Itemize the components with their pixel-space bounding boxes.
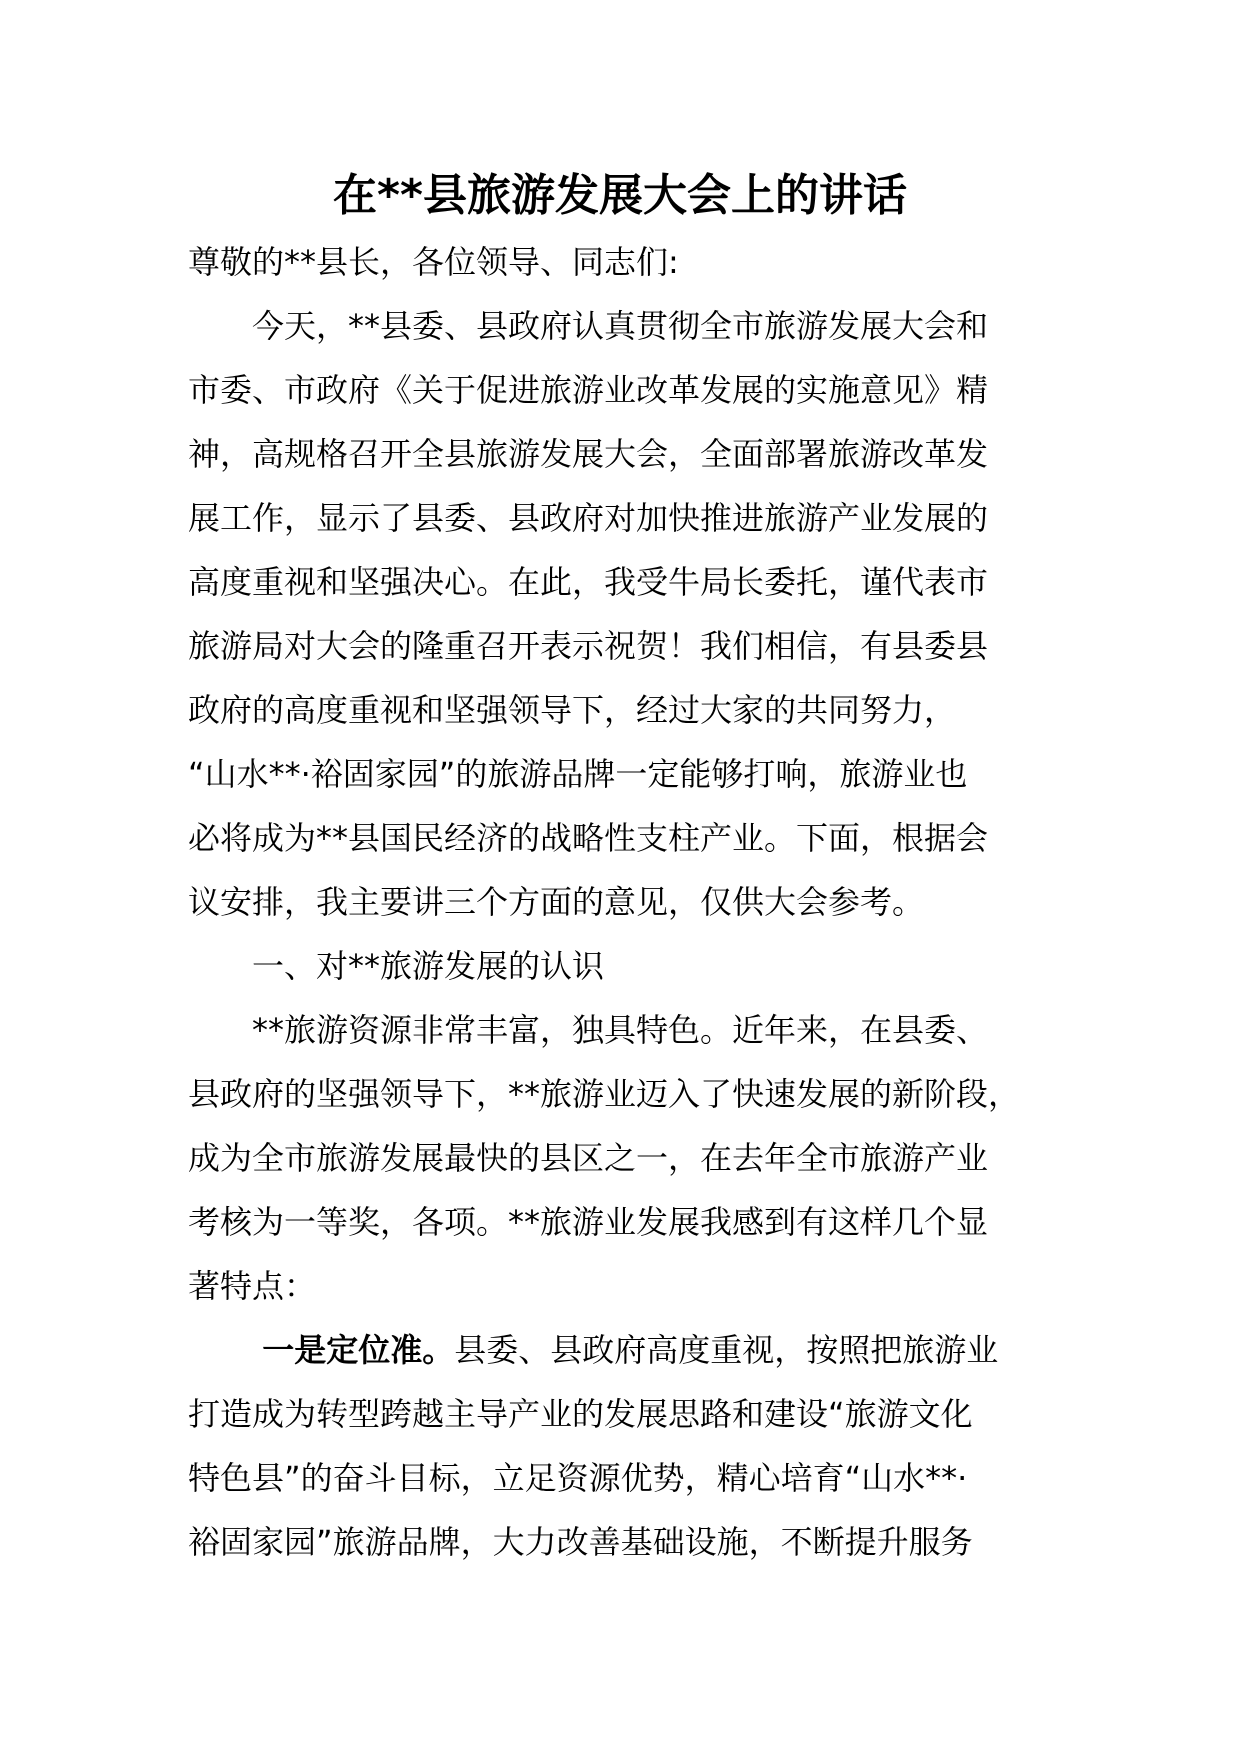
text-line: 成为全市旅游发展最快的县区之一，在去年全市旅游产业: [188, 1139, 989, 1177]
page-title: 在**县旅游发展大会上的讲话: [332, 170, 908, 221]
point-one-line: [188, 1318, 1068, 1382]
point-one-text: 县委、县政府高度重视，按照把旅游业: [454, 1331, 999, 1369]
text-line: 高度重视和坚强决心。在此，我受牛局长委托，谨代表市: [188, 563, 989, 601]
text-line: 尊敬的**县长，各位领导、同志们:: [188, 243, 679, 281]
speech-body: [188, 230, 1068, 1574]
text-line: “山水**·裕固家园”的旅游品牌一定能够打响，旅游业也: [188, 755, 968, 793]
text-line: 神，高规格召开全县旅游发展大会，全面部署旅游改革发: [188, 435, 989, 473]
text-line: 市委、市政府《关于促进旅游业改革发展的实施意见》精: [188, 371, 989, 409]
text-line: 议安排，我主要讲三个方面的意见，仅供大会参考。: [188, 883, 925, 921]
point-one-indent: [188, 1331, 262, 1369]
section-heading: 一、对**旅游发展的认识: [188, 947, 605, 985]
text-line: 县政府的坚强领导下，**旅游业迈入了快速发展的新阶段，: [188, 1075, 1021, 1113]
text-line: 政府的高度重视和坚强领导下，经过大家的共同努力，: [188, 691, 957, 729]
text-line: 考核为一等奖，各项。**旅游业发展我感到有这样几个显: [188, 1203, 989, 1241]
text-line: 展工作，显示了县委、县政府对加快推进旅游产业发展的: [188, 499, 989, 537]
text-line: 打造成为转型跨越主导产业的发展思路和建设“旅游文化: [188, 1395, 973, 1433]
text-line: 特色县”的奋斗目标，立足资源优势，精心培育“山水**·: [188, 1459, 968, 1497]
text-line: 必将成为**县国民经济的战略性支柱产业。下面，根据会: [188, 819, 989, 857]
text-line: 今天，**县委、县政府认真贯彻全市旅游发展大会和: [188, 307, 989, 345]
text-line: 著特点：: [188, 1267, 317, 1305]
text-line: 旅游局对大会的隆重召开表示祝贺！我们相信，有县委县: [188, 627, 989, 665]
point-one-heading: 一是定位准。: [262, 1331, 455, 1369]
text-line: **旅游资源非常丰富，独具特色。近年来，在县委、: [188, 1011, 989, 1049]
text-line: 裕固家园”旅游品牌，大力改善基础设施，不断提升服务: [188, 1523, 973, 1561]
